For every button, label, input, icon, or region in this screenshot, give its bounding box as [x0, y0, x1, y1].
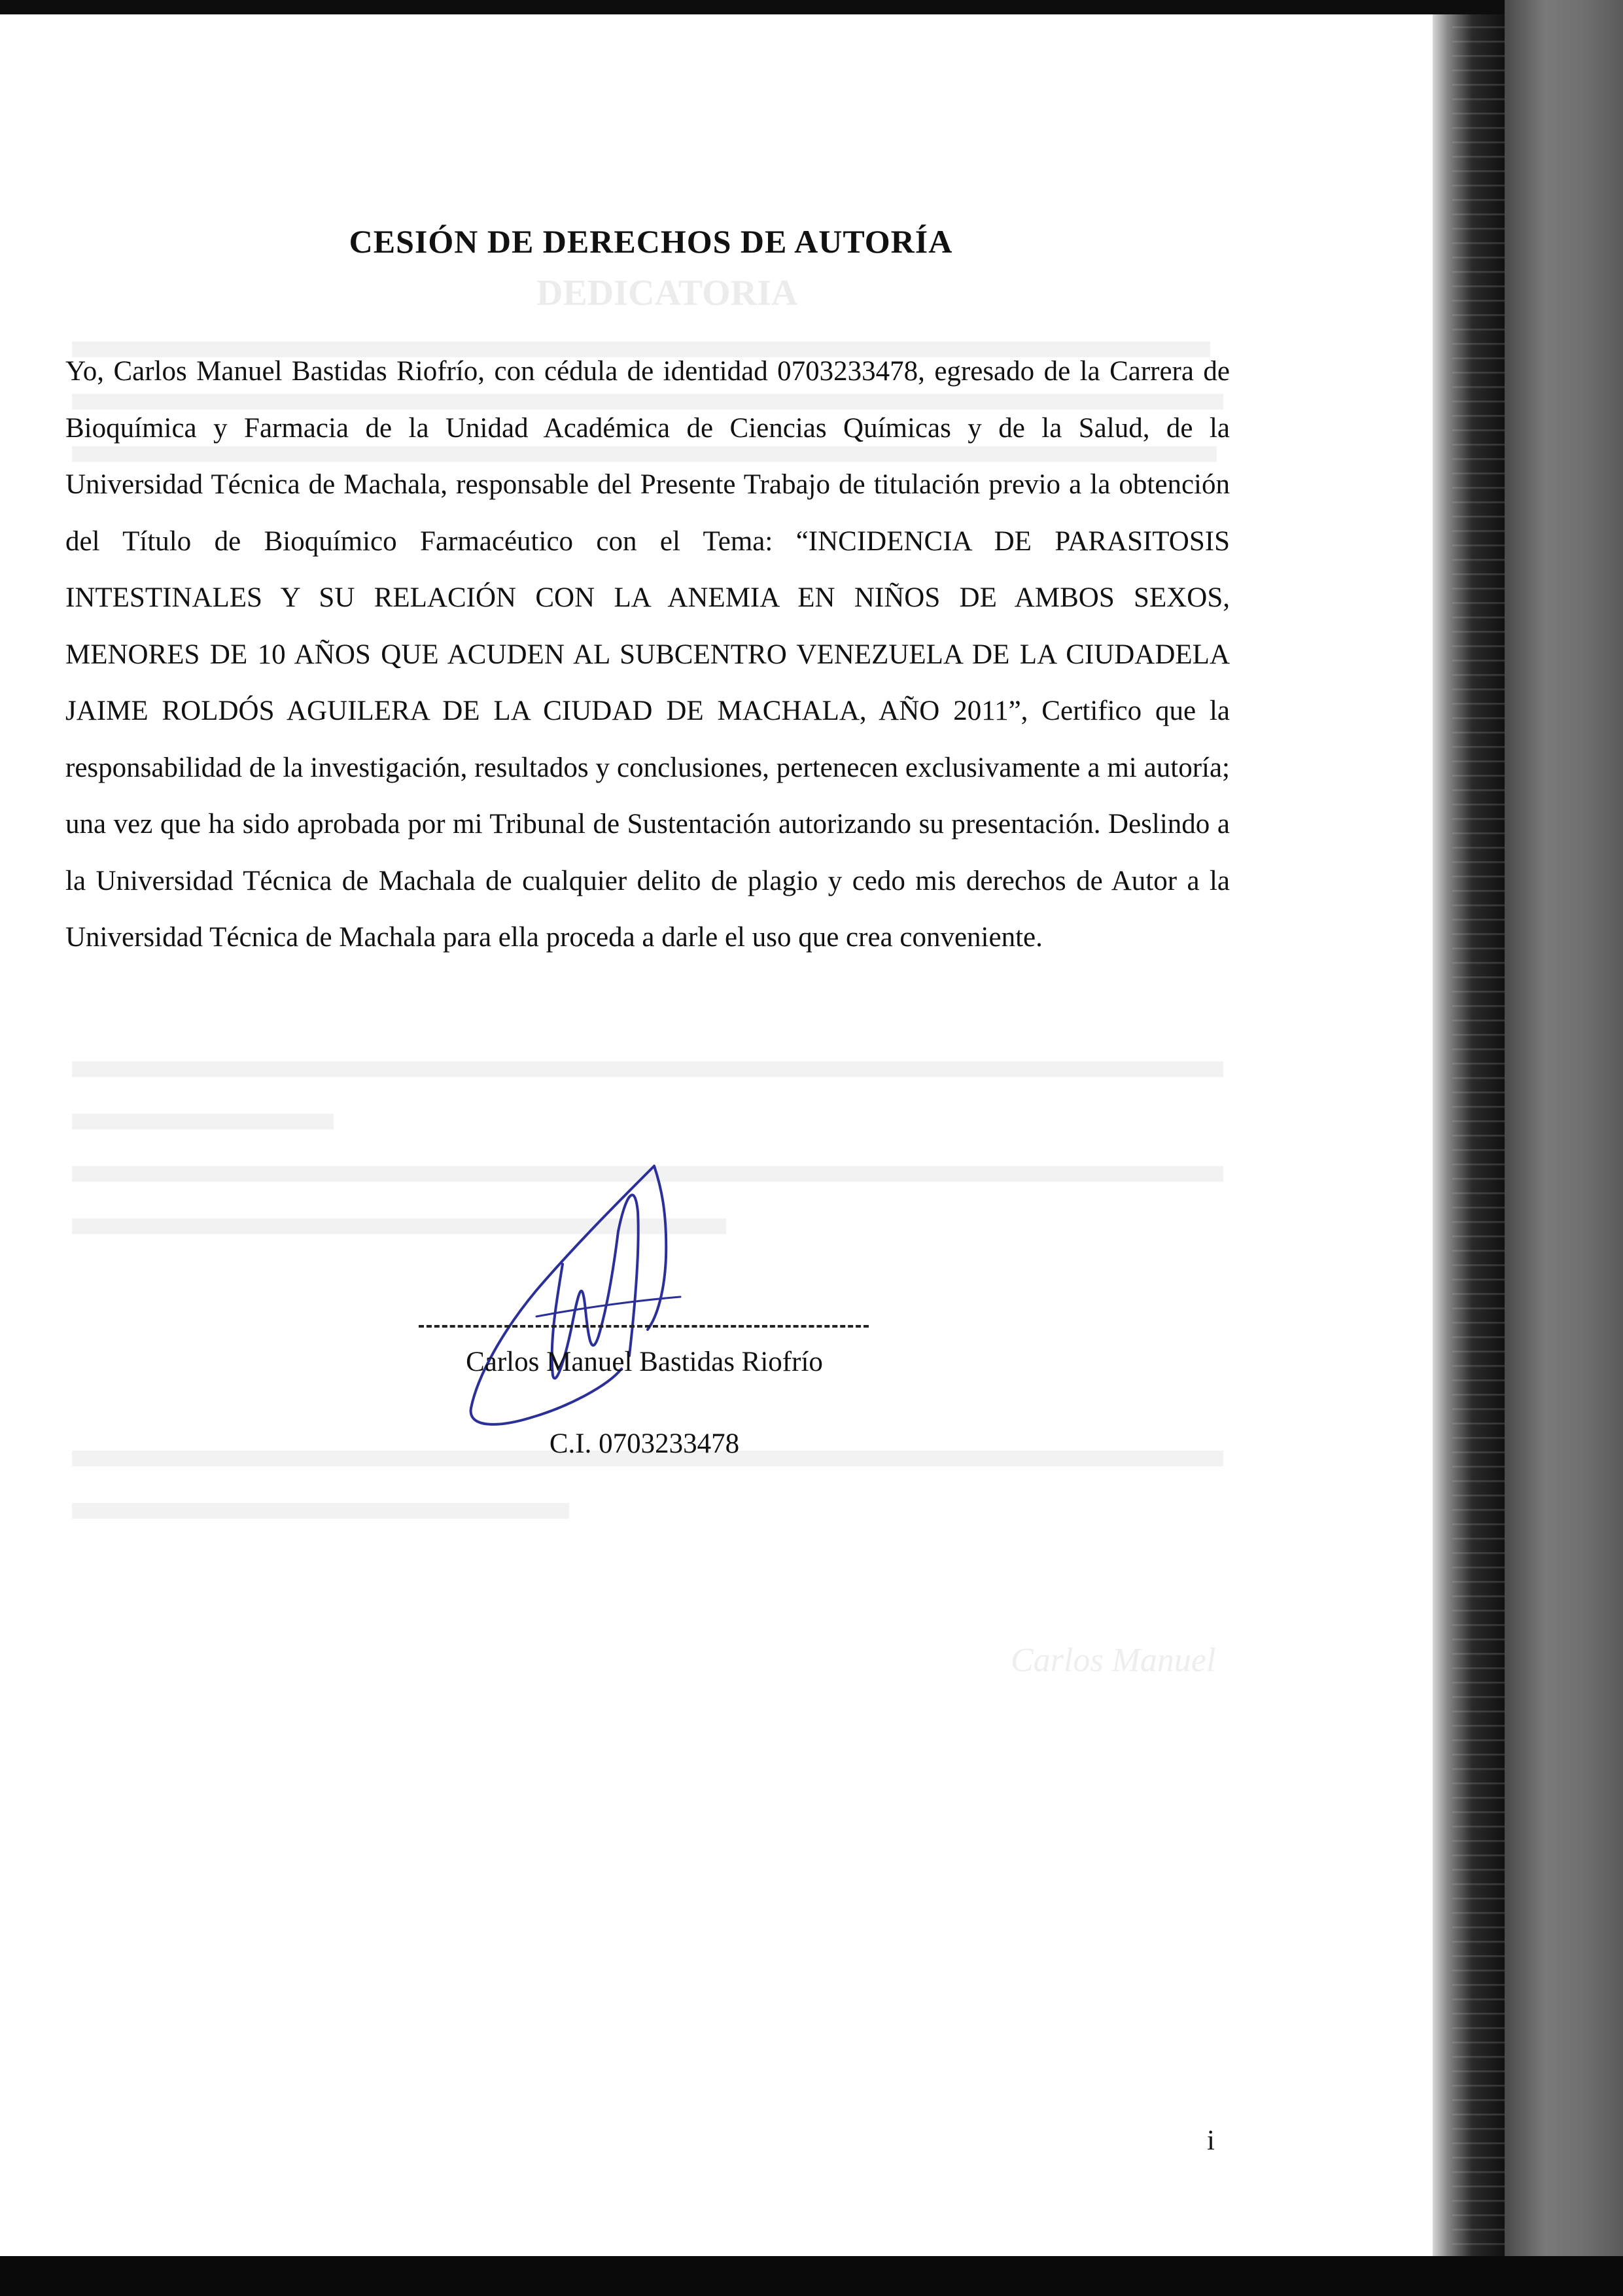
scan-bottom-border: [0, 2256, 1623, 2296]
bleed-through-line: [72, 1114, 334, 1129]
bleed-through-line: [72, 1503, 569, 1519]
bleed-through-title: DEDICATORIA: [536, 273, 798, 313]
signer-name: Carlos Manuel Bastidas Riofrío: [466, 1347, 823, 1377]
document-page: [0, 14, 1433, 2256]
document-body: Yo, Carlos Manuel Bastidas Riofrío, con cédula de identidad 0703233478, egresado de la Carrera de Bioquímica y Farmacia de la Unidad Académica de Ciencias Químicas y de la Salud, de la Universidad Técnica de Machala, responsable del Presente Trabajo de titulación previo a la obtención del Título de Bioquímico Farmacéutico con el Tema: “INCIDENCIA DE PARASITOSIS INTESTINALES Y SU RELACIÓN CON LA ANEMIA EN NIÑOS DE AMBOS SEXOS, MENORES DE 10 AÑOS QUE ACUDEN AL SUBCENTRO VENEZUELA DE LA CIUDADELA JAIME ROLDÓS AGUILERA DE LA CIUDAD DE MACHALA, AÑO 2011”, Certifico que la responsabilidad de la investigación, resultados y conclusiones, pertenecen exclusivamente a mi autoría; una vez que ha sido aprobada por mi Tribunal de Sustentación autorizando su presentación. Deslindo a la Universidad Técnica de Machala de cualquier delito de plagio y cedo mis derechos de Autor a la Universidad Técnica de Machala para ella proceda a darle el uso que crea conveniente.: [65, 356, 1230, 953]
signer-id: C.I. 0703233478: [549, 1428, 740, 1459]
bleed-through-signature: Carlos Manuel: [1011, 1642, 1216, 1679]
page-number: i: [1207, 2125, 1215, 2156]
document-title: CESIÓN DE DERECHOS DE AUTORÍA: [349, 223, 953, 260]
bleed-through-line: [72, 1061, 1223, 1077]
book-back-cover: [1505, 0, 1623, 2296]
page-stack-edges: [1452, 14, 1505, 2256]
signature-line: [419, 1325, 869, 1328]
scan-top-border: [0, 0, 1623, 14]
handwritten-signature: [458, 1159, 707, 1441]
